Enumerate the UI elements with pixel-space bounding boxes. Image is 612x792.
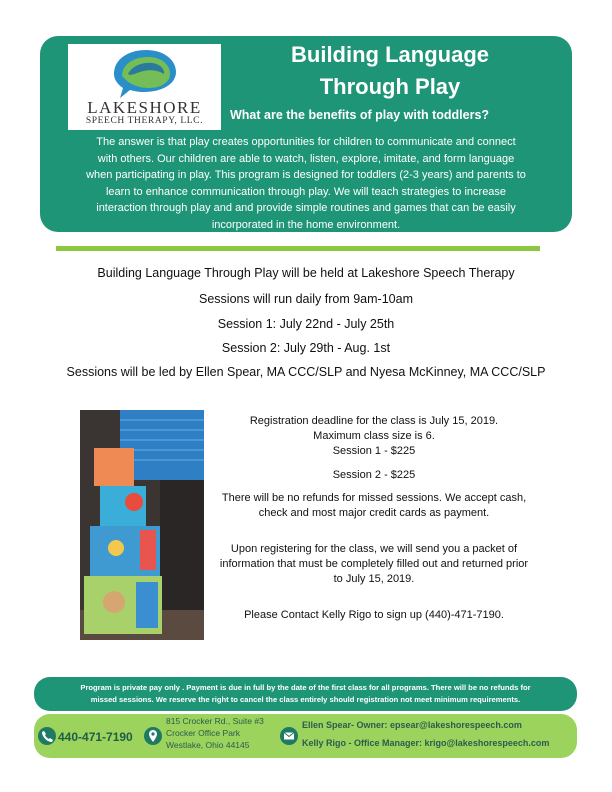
signup-contact: Please Contact Kelly Rigo to sign up (440)-471-7190.	[244, 609, 504, 621]
header-panel	[40, 36, 572, 232]
address-line2: Crocker Office Park	[166, 728, 241, 738]
phone-icon	[38, 727, 56, 745]
page-title-line1: Building Language	[291, 42, 489, 67]
intro-line: with others. Our children are able to watch, listen, explore, imitate, and form language	[97, 152, 515, 165]
session1-price: Session 1 - $225	[332, 445, 416, 457]
packet-info-line2: information that must be completely filled out and returned prior	[219, 558, 529, 570]
speech-bubble-icon	[68, 44, 221, 104]
page-title-line2: Through Play	[319, 74, 461, 99]
toy-blocks-photo	[80, 410, 204, 640]
session2-price: Session 2 - $225	[332, 469, 416, 481]
phone-number[interactable]: 440-471-7190	[58, 730, 133, 744]
packet-info-line3: to July 15, 2019.	[333, 573, 415, 585]
payment-policy-line2: missed sessions. We reserve the right to cancel the class entirely should registration not meet minimum requirements.	[90, 695, 521, 704]
payment-policy-banner	[34, 677, 577, 711]
refund-policy-line1: There will be no refunds for missed sessions. We accept cash,	[221, 492, 527, 504]
office-manager-contact[interactable]: Kelly Rigo - Office Manager: krigo@lakeshorespeech.com	[302, 738, 550, 748]
intro-line: learn to enhance communication through play. We will teach strategies to increase	[105, 185, 507, 198]
location-line: Building Language Through Play will be held at Lakeshore Speech Therapy	[97, 266, 515, 280]
max-class-size: Maximum class size is 6.	[313, 430, 435, 442]
owner-contact[interactable]: Ellen Spear- Owner: epsear@lakeshorespeech.com	[302, 720, 522, 730]
instructors-line: Sessions will be led by Ellen Spear, MA CCC/SLP and Nyesa McKinney, MA CCC/SLP	[66, 365, 546, 379]
lakeshore-logo	[68, 44, 221, 130]
section-divider	[56, 246, 540, 251]
intro-line: when participating in play. This program is designed for toddlers (2-3 years) and parents to	[86, 169, 526, 181]
payment-policy-line1: Program is private pay only . Payment is due in full by the date of the first class for all programs. There will be no refunds for	[80, 683, 531, 692]
page-subtitle: What are the benefits of play with toddlers?	[230, 108, 490, 122]
logo-subname: SPEECH THERAPY, LLC.	[85, 116, 204, 126]
intro-line: incorporated in the home environment.	[211, 218, 401, 231]
address-line3: Westlake, Ohio 44145	[166, 740, 250, 750]
packet-info-line1: Upon registering for the class, we will send you a packet of	[230, 543, 518, 555]
address-line1: 815 Crocker Rd., Suite #3	[166, 716, 264, 726]
location-pin-icon	[144, 727, 162, 745]
session1-line: Session 1: July 22nd - July 25th	[217, 317, 395, 331]
refund-policy-line2: check and most major credit cards as payment.	[258, 507, 490, 519]
logo-name: LAKESHORE	[87, 98, 202, 117]
mail-icon	[280, 727, 298, 745]
intro-line: The answer is that play creates opportunities for children to communicate and connect	[96, 136, 516, 148]
contact-footer	[34, 714, 577, 758]
intro-line: interaction through play and and provide simple routines and games that can be easily	[96, 202, 516, 214]
session2-line: Session 2: July 29th - Aug. 1st	[221, 341, 391, 355]
registration-deadline: Registration deadline for the class is July 15, 2019.	[249, 415, 499, 427]
intro-paragraph	[54, 134, 558, 233]
time-line: Sessions will run daily from 9am-10am	[199, 292, 413, 306]
payment-policy-text	[48, 682, 563, 706]
